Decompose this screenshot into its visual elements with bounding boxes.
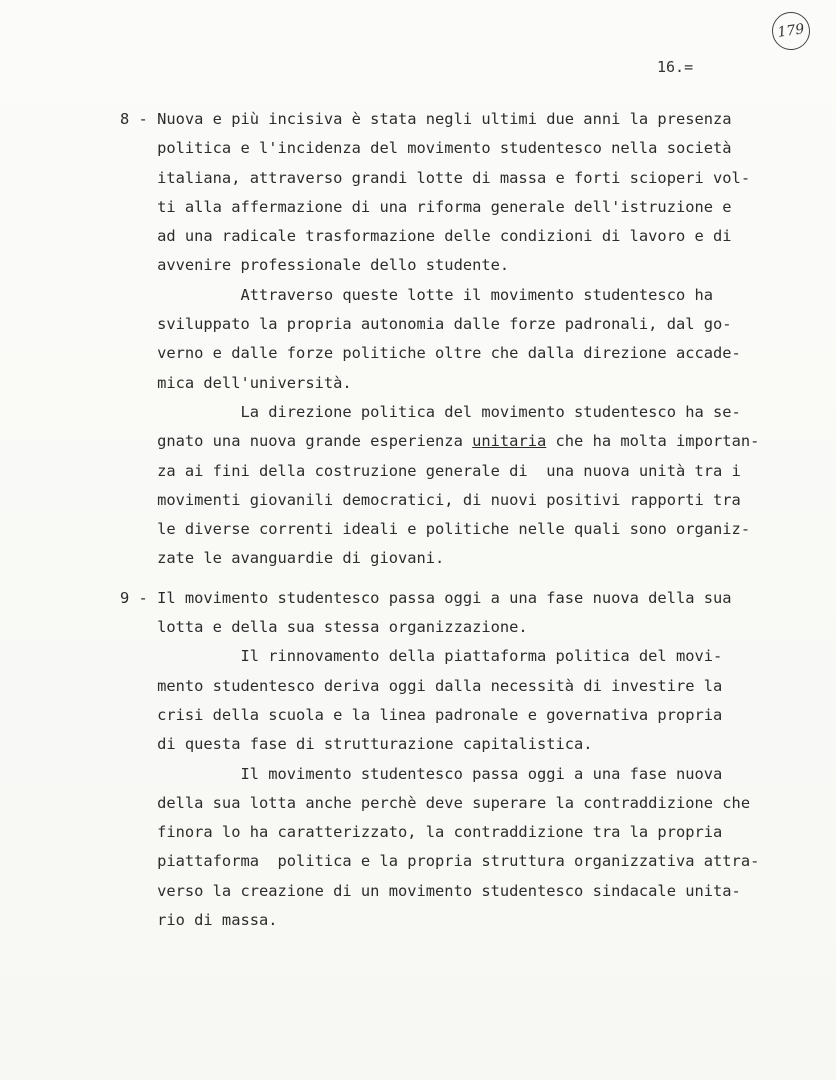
text-line: movimenti giovanili democratici, di nuovi positivi rapporti tra	[120, 490, 741, 509]
text-line: 8 - Nuova e più incisiva è stata negli ultimi due anni la presenza	[120, 110, 732, 128]
text-segment: che ha molta importan-	[546, 432, 760, 451]
text-line: della sua lotta anche perchè deve superare la contraddizione che	[120, 793, 751, 812]
text-line: Attraverso queste lotte il movimento studentesco ha	[120, 285, 714, 304]
text-line: politica e l'incidenza del movimento studentesco nella società	[120, 139, 732, 158]
text-line: italiana, attraverso grandi lotte di massa e forti scioperi vol-	[120, 168, 751, 187]
text-segment: gnato una nuova grande esperienza	[120, 432, 473, 451]
text-line: crisi della scuola e la linea padronale e governativa propria	[120, 705, 723, 724]
text-line: ti alla affermazione di una riforma generale dell'istruzione e	[120, 197, 732, 216]
text-line: lotta e della sua stessa organizzazione.	[120, 618, 528, 637]
document-body	[120, 105, 820, 935]
text-line: mento studentesco deriva oggi dalla necessità di investire la	[120, 676, 723, 695]
text-line: sviluppato la propria autonomia dalle forze padronali, dal go-	[120, 315, 732, 334]
text-line: 9 - Il movimento studentesco passa oggi a una fase nuova della sua	[120, 588, 732, 607]
text-line: mica dell'università.	[120, 373, 352, 392]
text-line: ad una radicale trasformazione delle condizioni di lavoro e di	[120, 227, 732, 246]
text-line: avvenire professionale dello studente.	[120, 256, 510, 275]
archive-stamp: 179	[770, 10, 813, 53]
underlined-word: unitaria	[472, 432, 547, 451]
text-line: piattaforma politica e la propria struttura organizzativa attra-	[120, 852, 760, 871]
paragraph-gap	[120, 574, 820, 584]
text-line: zate le avanguardie di giovani.	[120, 549, 445, 568]
text-line: rio di massa.	[120, 911, 278, 930]
text-line: verso la creazione di un movimento studentesco sindacale unita-	[120, 881, 741, 900]
text-line: verno e dalle forze politiche oltre che dalla direzione accade-	[120, 344, 741, 363]
text-line: di questa fase di strutturazione capitalistica.	[120, 735, 593, 754]
text-line: Il rinnovamento della piattaforma politica del movi-	[120, 647, 723, 666]
page-number: 16.=	[657, 58, 694, 76]
text-line: le diverse correnti ideali e politiche nelle quali sono organiz-	[120, 520, 751, 539]
text-line: za ai fini della costruzione generale di una nuova unità tra i	[120, 461, 741, 480]
text-line: Il movimento studentesco passa oggi a una fase nuova	[120, 764, 723, 783]
text-line: La direzione politica del movimento studentesco ha se-	[120, 402, 741, 421]
text-line: finora lo ha caratterizzato, la contraddizione tra la propria	[120, 823, 723, 842]
text-line-with-underline	[120, 427, 820, 456]
